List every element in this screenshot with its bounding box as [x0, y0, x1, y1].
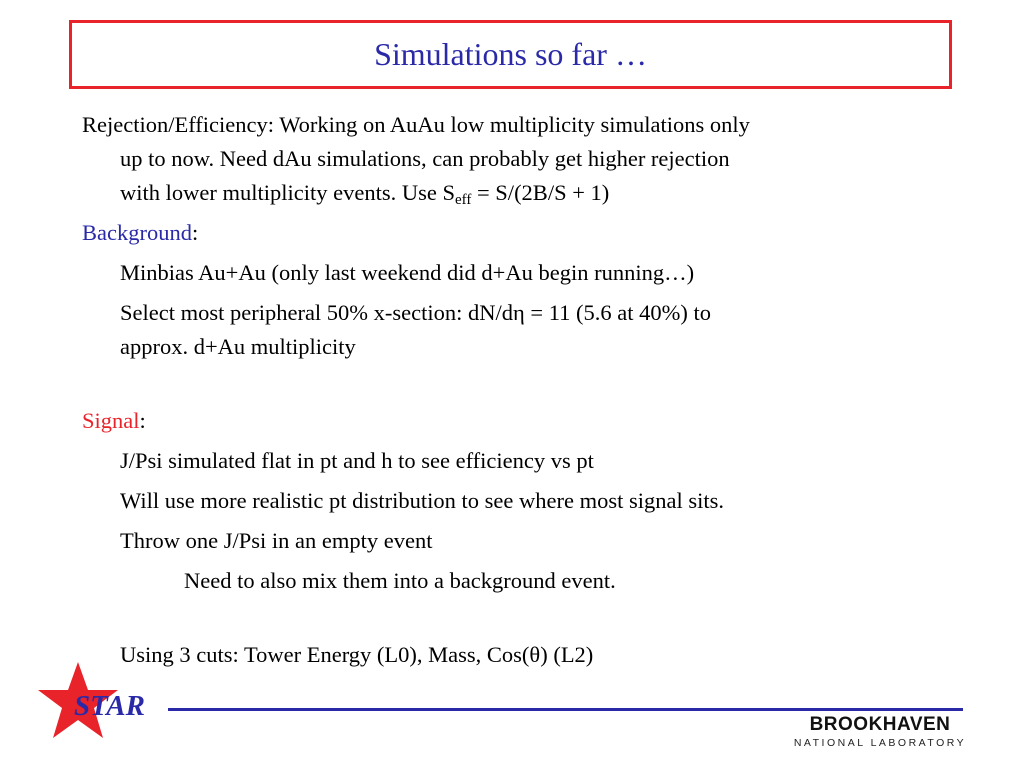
- background-label: Background: [82, 220, 192, 245]
- rejection-formula: = S/(2B/S + 1): [471, 180, 610, 205]
- brookhaven-wordmark: BROOKHAVEN: [809, 714, 951, 735]
- national-laboratory-wordmark: NATIONAL LABORATORY: [793, 737, 967, 749]
- rejection-line-c: with lower multiplicity events. Use S: [120, 180, 455, 205]
- slide-title: Simulations so far …: [374, 36, 647, 72]
- background-item-select: Select most peripheral 50% x-section: dN/dη = 11 (5.6 at 40%) to approx. d+Au multiplicity: [120, 300, 711, 359]
- rejection-line-a: Rejection/Efficiency: Working on AuAu low multiplicity simulations only: [82, 112, 750, 137]
- signal-item-jpsi-flat: J/Psi simulated flat in pt and h to see efficiency vs pt: [120, 448, 594, 473]
- eff-subscript: eff: [454, 192, 472, 208]
- signal-item-throw: Throw one J/Psi in an empty event: [120, 528, 433, 553]
- rejection-line-b: up to now. Need dAu simulations, can probably get higher rejection: [120, 146, 730, 171]
- slide-content: [82, 108, 962, 672]
- background-heading: Background:: [82, 220, 199, 245]
- rejection-paragraph: [82, 108, 962, 210]
- star-label: STAR: [74, 690, 145, 722]
- brookhaven-logo: [790, 714, 970, 749]
- footer-divider: [168, 708, 963, 711]
- signal-item-realistic-pt: Will use more realistic pt distribution to see where most signal sits.: [120, 488, 724, 513]
- signal-item-mix: Need to also mix them into a background event.: [184, 568, 616, 593]
- background-item-minbias: Minbias Au+Au (only last weekend did d+Au begin running…): [120, 260, 695, 285]
- signal-item-cuts: Using 3 cuts: Tower Energy (L0), Mass, Cos(θ) (L2): [120, 642, 594, 667]
- signal-label: Signal: [82, 408, 140, 433]
- title-box: [69, 20, 952, 89]
- signal-heading: Signal:: [82, 408, 146, 433]
